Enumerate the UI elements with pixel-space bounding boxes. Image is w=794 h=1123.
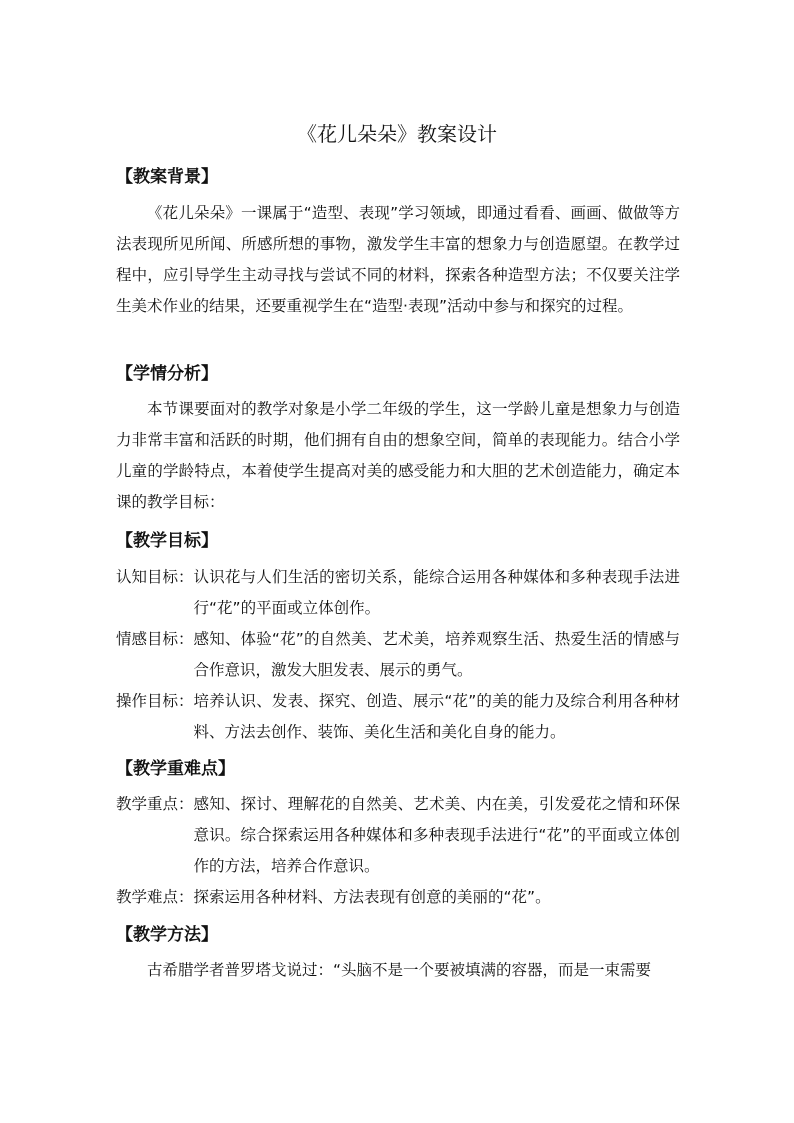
- section-heading-analysis: 【学情分析】: [116, 364, 218, 384]
- section-text-analysis: 本节课要面对的教学对象是小学二年级的学生，这一学龄儿童是想象力与创造力非常丰富和活跃的时期，他们拥有自由的想象空间，简单的表现能力。结合小学儿童的学龄特点，本着使学生提高对美的感受能力和大胆的艺术创造能力，确定本课的教学目标：: [116, 400, 680, 511]
- goal-text: 感知、体验“花”的自然美、艺术美，培养观察生活、热爱生活的情感与合作意识，激发大胆发表、展示的勇气。: [193, 630, 680, 679]
- keypoint-text: 感知、探讨、理解花的自然美、艺术美、内在美，引发爱花之情和环保意识。综合探索运用各种媒体和多种表现手法进行“花”的平面或立体创作的方法，培养合作意识。: [193, 795, 680, 875]
- section-heading-keypoints: 【教学重难点】: [116, 759, 235, 779]
- section-text-methods: 古希腊学者普罗塔戈说过：“头脑不是一个要被填满的容器，而是一束需要: [147, 961, 652, 979]
- document-title: 《花儿朵朵》教案设计: [297, 122, 497, 146]
- section-heading-goals: 【教学目标】: [116, 531, 218, 551]
- goal-text: 培养认识、发表、探究、创造、展示“花”的美的能力及综合利用各种材料、方法去创作、装饰、美化生活和美化自身的能力。: [193, 692, 680, 741]
- keypoint-label: 教学重点：: [116, 795, 194, 813]
- goal-item-operational: [116, 686, 680, 748]
- section-text-background: 《花儿朵朵》一课属于“造型、表现”学习领域，即通过看看、画画、做做等方法表现所见所闻、所感所想的事物，激发学生丰富的想象力与创造愿望。在教学过程中，应引导学生主动寻找与尝试不同的材料，探索各种造型方法；不仅要关注学生美术作业的结果，还要重视学生在“造型·表现”活动中参与和探究的过程。: [116, 204, 680, 315]
- keypoint-item-difficulty: [116, 882, 680, 913]
- keypoint-label: 教学难点：: [116, 888, 194, 906]
- goal-item-cognitive: [116, 562, 680, 624]
- keypoint-item-focus: [116, 789, 680, 882]
- section-heading-methods: 【教学方法】: [116, 925, 218, 945]
- section-heading-background: 【教案背景】: [116, 167, 218, 187]
- keypoint-text: 探索运用各种材料、方法表现有创意的美丽的“花”。: [193, 888, 551, 906]
- goal-item-emotional: [116, 624, 680, 686]
- goal-label: 情感目标：: [116, 630, 194, 648]
- goal-label: 操作目标：: [116, 692, 194, 710]
- goal-text: 认识花与人们生活的密切关系，能综合运用各种媒体和多种表现手法进行“花”的平面或立体创作。: [193, 568, 680, 617]
- goal-label: 认知目标：: [116, 568, 194, 586]
